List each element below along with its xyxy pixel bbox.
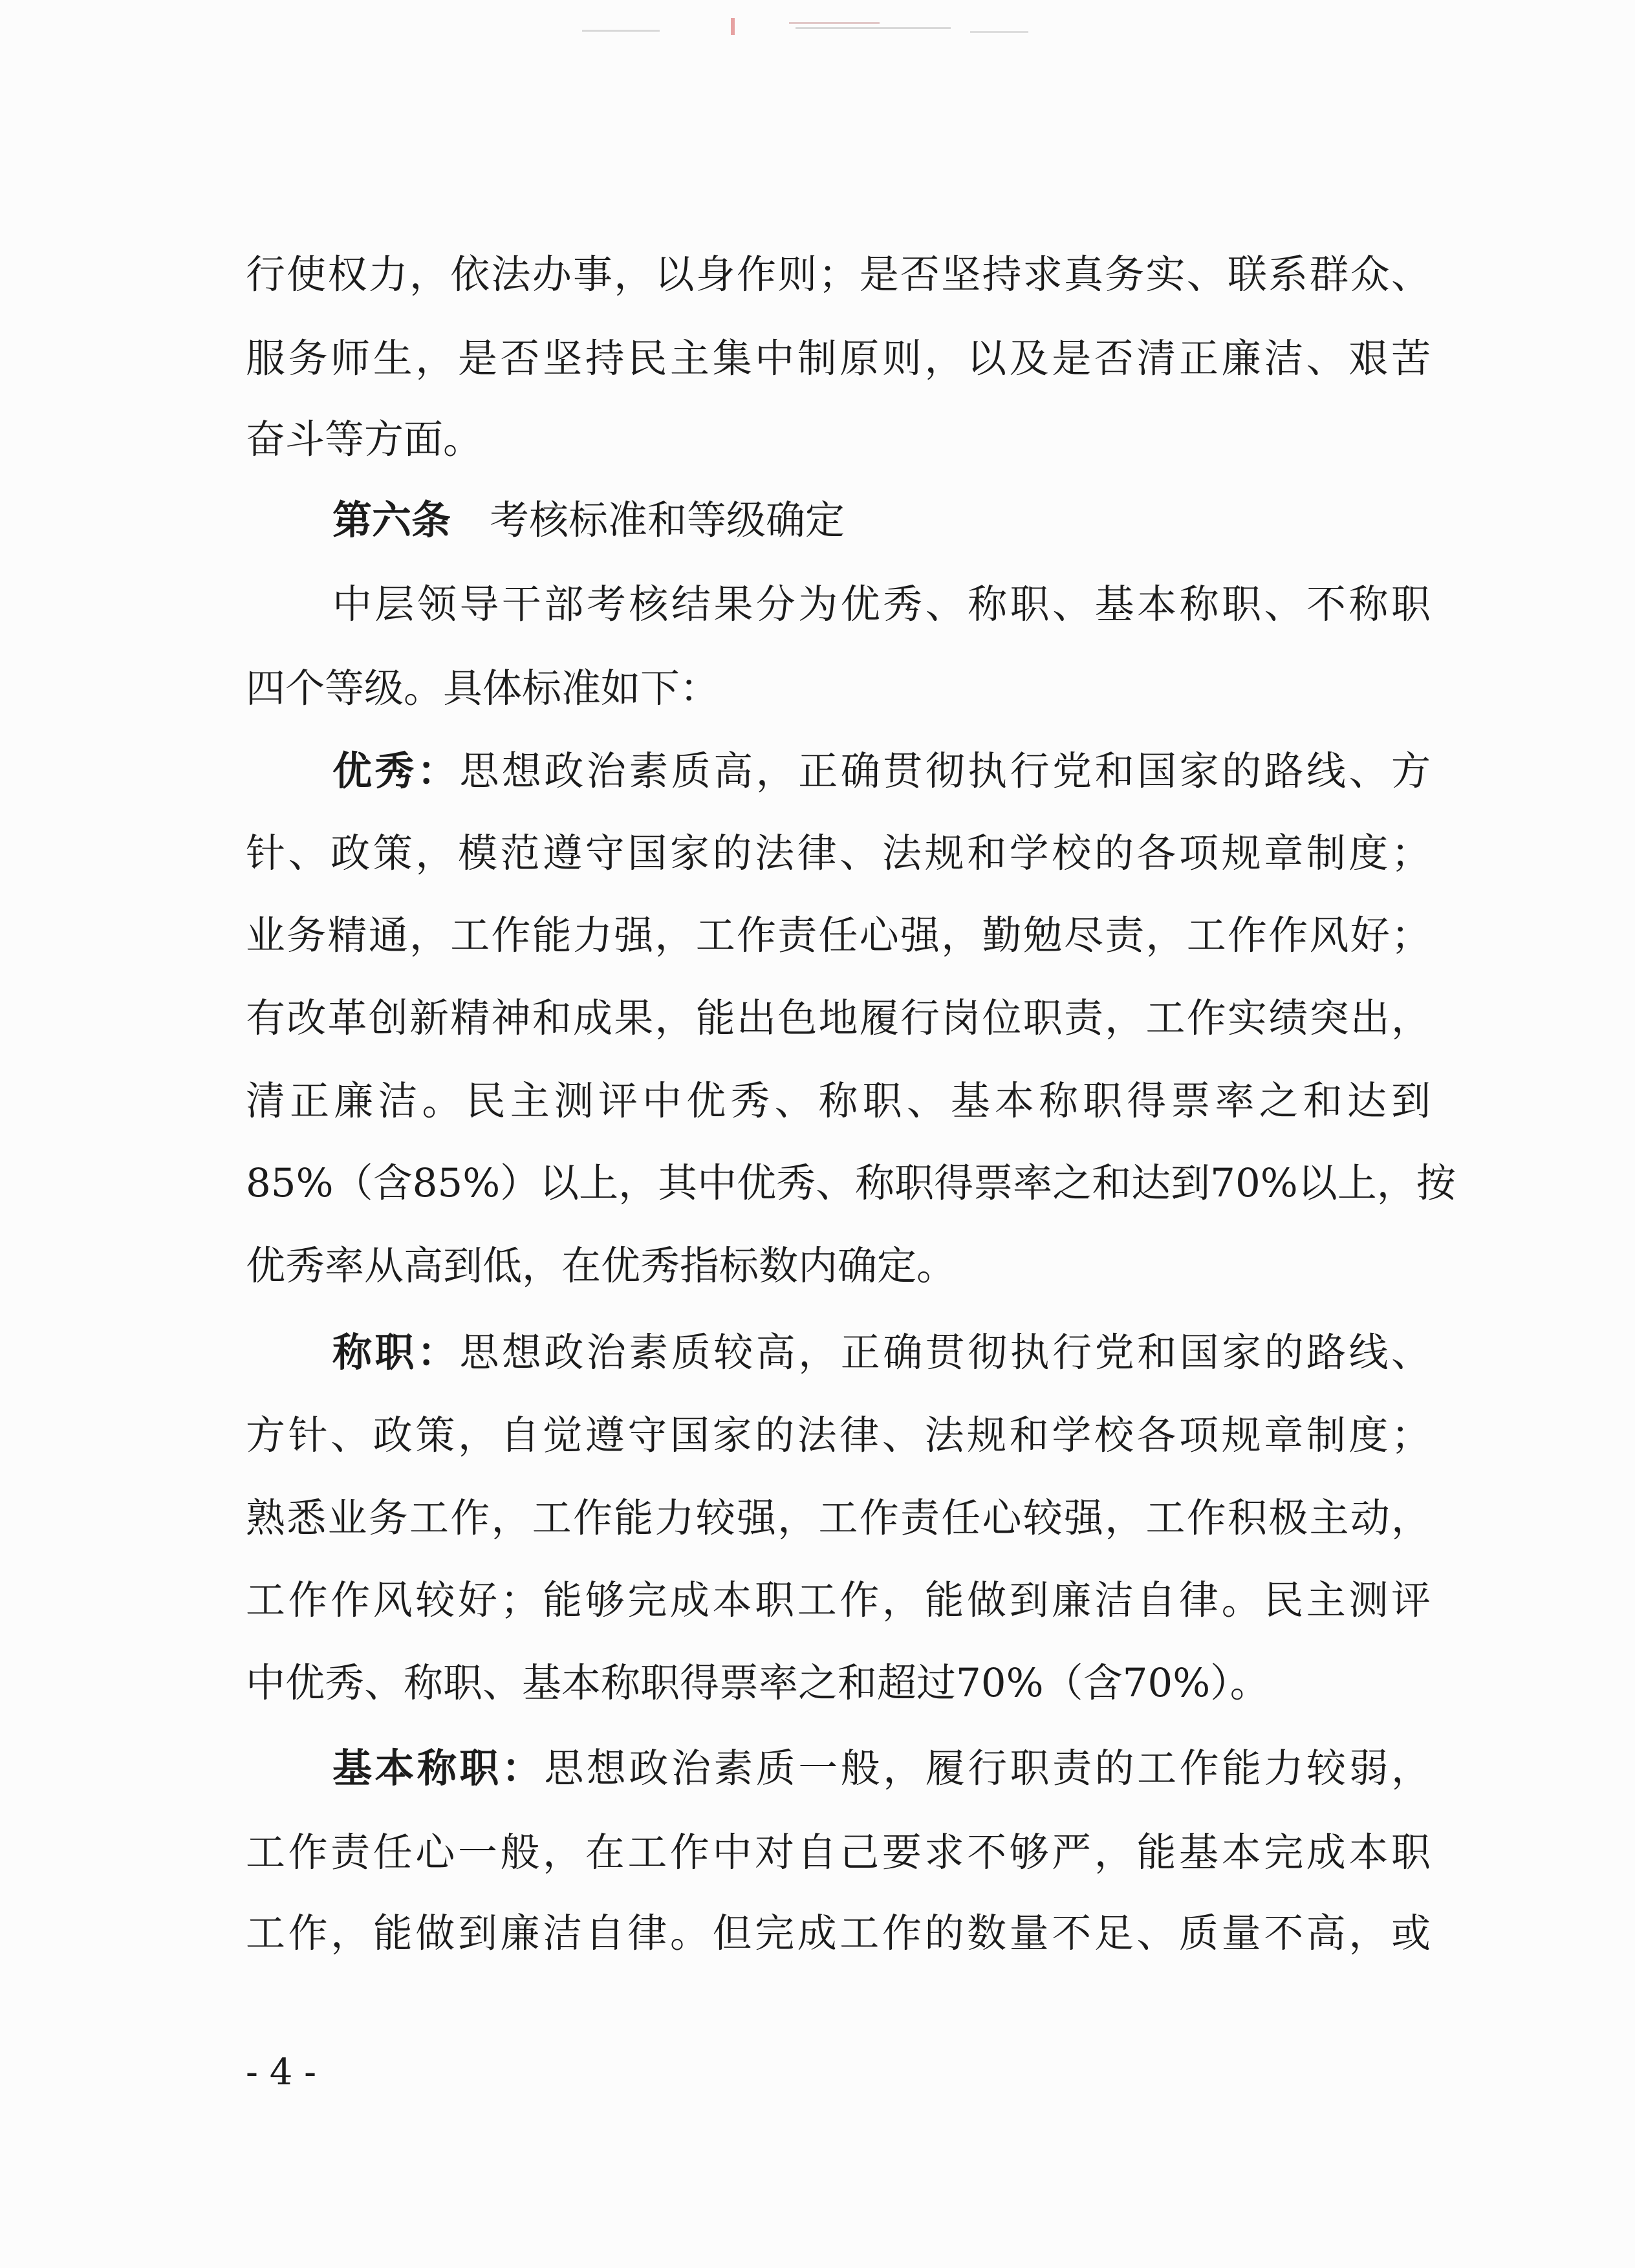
page-number: - 4 - xyxy=(246,2051,317,2093)
text-line: 清正廉洁。民主测评中优秀、称职、基本称职得票率之和达到 xyxy=(246,1078,1431,1124)
text-line: 中层领导干部考核结果分为优秀、称职、基本称职、不称职 xyxy=(332,581,1431,627)
text-line: 行使权力，依法办事，以身作则；是否坚持求真务实、联系群众、 xyxy=(246,252,1431,297)
basically-competent-label: 基本称职： xyxy=(332,1745,545,1791)
scan-header-mark xyxy=(582,13,1099,39)
text-line: 业务精通，工作能力强，工作责任心强，勤勉尽责，工作作风好； xyxy=(246,913,1431,958)
text-line: 中优秀、称职、基本称职得票率之和超过70%（含70%）。 xyxy=(246,1660,1270,1706)
text-line: 工作，能做到廉洁自律。但完成工作的数量不足、质量不高，或 xyxy=(246,1910,1431,1956)
basically-competent-first-line xyxy=(332,1736,1431,1801)
text-line: 奋斗等方面。 xyxy=(246,416,483,462)
competent-first-line xyxy=(332,1321,1431,1385)
article-title: 考核标准和等级确定 xyxy=(490,497,845,543)
text-line: 四个等级。具体标准如下： xyxy=(246,665,720,711)
basically-competent-first-text: 思想政治素质一般，履行职责的工作能力较弱， xyxy=(544,1745,1431,1791)
text-line: 工作作风较好；能够完成本职工作，能做到廉洁自律。民主测评 xyxy=(246,1577,1431,1623)
excellent-first-line xyxy=(332,739,1431,804)
text-line: 85%（含85%）以上，其中优秀、称职得票率之和达到70%以上，按 xyxy=(246,1160,1456,1206)
text-line: 优秀率从高到低，在优秀指标数内确定。 xyxy=(246,1243,957,1289)
text-line: 针、政策，模范遵守国家的法律、法规和学校的各项规章制度； xyxy=(246,830,1431,876)
competent-label: 称职： xyxy=(332,1330,460,1376)
text-line: 有改革创新精神和成果，能出色地履行岗位职责，工作实绩突出， xyxy=(246,995,1431,1041)
text-line: 工作责任心一般，在工作中对自己要求不够严，能基本完成本职 xyxy=(246,1830,1431,1875)
excellent-label: 优秀： xyxy=(332,748,460,794)
article-6-heading xyxy=(332,488,1431,553)
article-label: 第六条 xyxy=(332,497,451,543)
text-line: 熟悉业务工作，工作能力较强，工作责任心较强，工作积极主动， xyxy=(246,1495,1431,1541)
text-line: 方针、政策，自觉遵守国家的法律、法规和学校各项规章制度； xyxy=(246,1412,1431,1458)
competent-first-text: 思想政治素质较高，正确贯彻执行党和国家的路线、 xyxy=(459,1330,1431,1376)
excellent-first-text: 思想政治素质高，正确贯彻执行党和国家的路线、方 xyxy=(459,748,1431,794)
text-line: 服务师生，是否坚持民主集中制原则，以及是否清正廉洁、艰苦 xyxy=(246,336,1431,382)
